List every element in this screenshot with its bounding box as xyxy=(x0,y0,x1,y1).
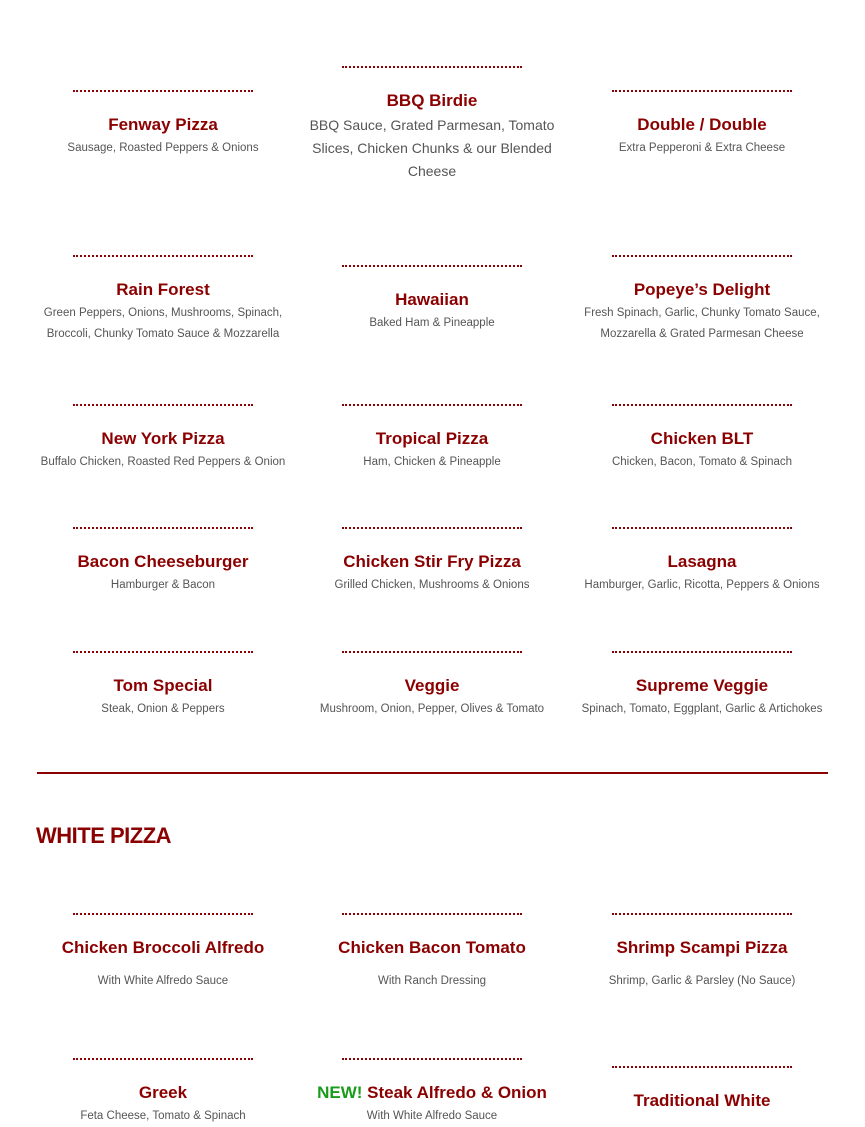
item-description: Buffalo Chicken, Roasted Red Peppers & Onion xyxy=(40,456,286,468)
item-description: Fresh Spinach, Garlic, Chunky Tomato Sauce, Mozzarella & Grated Parmesan Cheese xyxy=(584,307,820,340)
menu-item xyxy=(33,84,293,159)
item-description: With White Alfredo Sauce xyxy=(366,1110,498,1122)
item-description: Baked Ham & Pineapple xyxy=(369,317,495,329)
menu-item xyxy=(302,60,562,183)
menu-item xyxy=(33,521,293,596)
item-description: Sausage, Roasted Peppers & Onions xyxy=(67,142,259,154)
menu-item xyxy=(33,907,293,992)
item-name: Bacon Cheeseburger xyxy=(77,552,249,571)
item-description: Hamburger, Garlic, Ricotta, Peppers & Onions xyxy=(584,579,820,591)
dotted-divider xyxy=(612,521,792,529)
item-description: Mushroom, Onion, Pepper, Olives & Tomato xyxy=(319,703,545,715)
item-description: With Ranch Dressing xyxy=(377,975,486,987)
menu-item xyxy=(302,645,562,720)
dotted-divider xyxy=(342,259,522,267)
item-name: Chicken Stir Fry Pizza xyxy=(343,552,521,571)
item-name: Fenway Pizza xyxy=(108,115,218,134)
menu-item xyxy=(572,249,832,345)
item-description: Steak, Onion & Peppers xyxy=(101,703,225,715)
section-divider xyxy=(37,772,828,774)
item-name: Shrimp Scampi Pizza xyxy=(616,938,788,957)
item-name: Hawaiian xyxy=(395,290,469,309)
dotted-divider xyxy=(612,645,792,653)
menu-item xyxy=(572,1060,832,1114)
dotted-divider xyxy=(612,84,792,92)
item-description: Green Peppers, Onions, Mushrooms, Spinach, Broccoli, Chunky Tomato Sauce & Mozzarella xyxy=(43,307,283,340)
item-name: Traditional White xyxy=(633,1091,771,1110)
dotted-divider xyxy=(612,907,792,915)
menu-item xyxy=(572,84,832,159)
dotted-divider xyxy=(73,84,253,92)
item-description: Chicken, Bacon, Tomato & Spinach xyxy=(611,456,793,468)
dotted-divider xyxy=(612,1060,792,1068)
menu-item xyxy=(33,249,293,345)
item-name: BBQ Birdie xyxy=(386,91,478,110)
item-description: Spinach, Tomato, Eggplant, Garlic & Artichokes xyxy=(581,703,823,715)
item-description: Extra Pepperoni & Extra Cheese xyxy=(618,142,786,154)
item-name: Greek xyxy=(138,1083,188,1102)
item-name: Double / Double xyxy=(637,115,767,134)
dotted-divider xyxy=(73,907,253,915)
menu-item xyxy=(302,521,562,596)
menu-item xyxy=(572,907,832,992)
item-name: Chicken BLT xyxy=(650,429,754,448)
dotted-divider xyxy=(73,645,253,653)
menu-item xyxy=(33,1052,293,1127)
dotted-divider xyxy=(342,1052,522,1060)
dotted-divider xyxy=(342,521,522,529)
menu-item xyxy=(572,398,832,473)
dotted-divider xyxy=(342,60,522,68)
item-name: New York Pizza xyxy=(101,429,225,448)
item-description: Hamburger & Bacon xyxy=(110,579,216,591)
menu-item xyxy=(302,1052,562,1127)
dotted-divider xyxy=(342,907,522,915)
dotted-divider xyxy=(342,398,522,406)
item-name: Chicken Bacon Tomato xyxy=(338,938,526,957)
item-description: BBQ Sauce, Grated Parmesan, Tomato Slices, Chicken Chunks & our Blended Cheese xyxy=(309,117,555,179)
item-description: Shrimp, Garlic & Parsley (No Sauce) xyxy=(608,975,796,987)
item-name xyxy=(302,1082,562,1104)
dotted-divider xyxy=(73,521,253,529)
menu-item xyxy=(33,398,293,473)
item-name-text: Steak Alfredo & Onion xyxy=(367,1083,547,1102)
menu-item xyxy=(302,907,562,992)
item-name: Tropical Pizza xyxy=(375,429,489,448)
item-name: Popeye’s Delight xyxy=(633,280,771,299)
item-name: Supreme Veggie xyxy=(635,676,769,695)
item-name: Rain Forest xyxy=(116,280,210,299)
dotted-divider xyxy=(342,645,522,653)
item-name: Chicken Broccoli Alfredo xyxy=(61,938,265,957)
dotted-divider xyxy=(73,1052,253,1060)
item-description: Grilled Chicken, Mushrooms & Onions xyxy=(334,579,530,591)
item-name: Lasagna xyxy=(667,552,737,571)
menu-item xyxy=(572,645,832,720)
new-badge: NEW! xyxy=(317,1083,363,1102)
item-name: Tom Special xyxy=(113,676,213,695)
menu-item xyxy=(33,645,293,720)
item-name: Veggie xyxy=(404,676,460,695)
menu-item xyxy=(572,521,832,596)
dotted-divider xyxy=(612,249,792,257)
item-description: Feta Cheese, Tomato & Spinach xyxy=(80,1110,246,1122)
section-title: WHITE PIZZA xyxy=(36,823,172,848)
menu-item xyxy=(302,398,562,473)
dotted-divider xyxy=(73,398,253,406)
item-description: Ham, Chicken & Pineapple xyxy=(363,456,501,468)
menu-item xyxy=(302,259,562,334)
dotted-divider xyxy=(73,249,253,257)
dotted-divider xyxy=(612,398,792,406)
item-description: With White Alfredo Sauce xyxy=(97,975,229,987)
